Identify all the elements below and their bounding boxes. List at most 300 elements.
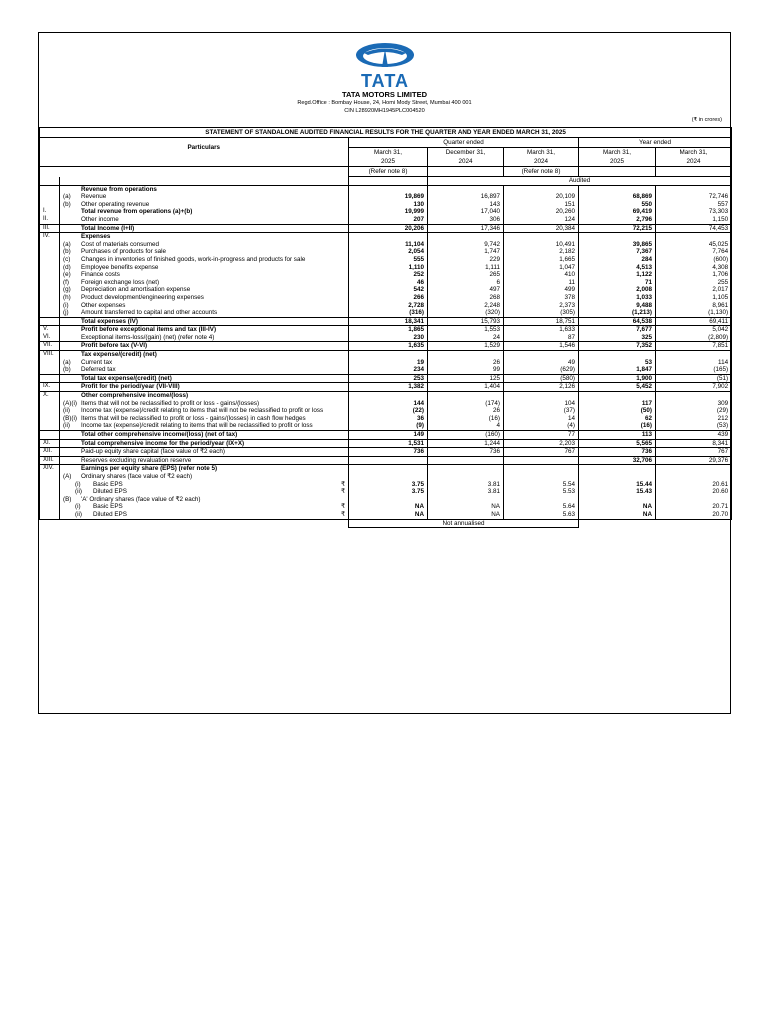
row-sub-label bbox=[63, 375, 81, 383]
value-cell: 124 bbox=[504, 216, 579, 224]
row-description: Revenue from operations bbox=[81, 185, 157, 193]
row-description: Employee benefits expense bbox=[81, 263, 159, 271]
row-particulars bbox=[60, 465, 349, 473]
value-cell: 5,452 bbox=[579, 383, 656, 392]
value-cell bbox=[656, 465, 732, 473]
value-cell: 5.64 bbox=[504, 503, 579, 511]
value-cell: 3.75 bbox=[349, 481, 428, 489]
row-particulars bbox=[60, 439, 349, 448]
table-row bbox=[40, 465, 732, 473]
value-cell bbox=[428, 392, 504, 400]
value-cell: 2,203 bbox=[504, 439, 579, 448]
table-row bbox=[40, 431, 732, 440]
value-cell: 7,352 bbox=[579, 342, 656, 351]
row-particulars bbox=[60, 392, 349, 400]
statement-title-row bbox=[40, 128, 732, 138]
value-cell: 20,384 bbox=[504, 224, 579, 233]
table-row bbox=[40, 326, 732, 334]
value-cell: 6 bbox=[428, 279, 504, 287]
value-cell: 5.53 bbox=[504, 488, 579, 496]
row-sub-label bbox=[63, 448, 81, 456]
value-cell: (9) bbox=[349, 422, 428, 430]
value-cell: 19,999 bbox=[349, 208, 428, 216]
row-index bbox=[40, 359, 60, 367]
row-sub-label: (d) bbox=[63, 263, 71, 271]
value-cell: 20.61 bbox=[656, 481, 732, 489]
value-cell: 9,742 bbox=[428, 241, 504, 249]
value-cell bbox=[504, 465, 579, 473]
value-cell bbox=[579, 233, 656, 241]
row-description: Foreign exchange loss (net) bbox=[81, 278, 160, 286]
row-index bbox=[40, 185, 60, 193]
row-sub-label bbox=[63, 351, 81, 359]
value-cell: 20.71 bbox=[656, 503, 732, 511]
value-cell: 151 bbox=[504, 201, 579, 209]
value-cell bbox=[349, 465, 428, 473]
value-cell bbox=[349, 473, 428, 481]
value-cell: 11 bbox=[504, 279, 579, 287]
value-cell: 767 bbox=[656, 448, 732, 457]
table-body bbox=[40, 177, 732, 520]
row-sub-label bbox=[63, 457, 81, 465]
row-description: Other operating revenue bbox=[81, 200, 150, 208]
value-cell: (1,130) bbox=[656, 309, 732, 317]
value-cell: 1,150 bbox=[656, 216, 732, 224]
row-index bbox=[40, 271, 60, 279]
row-index: IX. bbox=[40, 383, 60, 392]
table-row bbox=[40, 334, 732, 342]
currency-unit-note: (₹ in crores) bbox=[691, 117, 722, 123]
value-cell: 2,248 bbox=[428, 302, 504, 310]
audited-label: Audited bbox=[428, 177, 732, 186]
value-cell: 69,411 bbox=[656, 317, 732, 326]
table-row bbox=[40, 193, 732, 201]
row-description: Total tax expense/(credit) (net) bbox=[81, 374, 172, 382]
value-cell bbox=[428, 351, 504, 359]
row-sub-label: (e) bbox=[63, 271, 71, 279]
value-cell: (580) bbox=[504, 374, 579, 383]
row-index bbox=[40, 248, 60, 256]
refer-note-label: (Refer note 8) bbox=[349, 167, 428, 177]
row-sub-label: (A) bbox=[63, 472, 72, 480]
table-row bbox=[40, 294, 732, 302]
row-particulars bbox=[60, 400, 349, 408]
row-particulars bbox=[60, 294, 349, 302]
row-particulars bbox=[60, 366, 349, 374]
table-row bbox=[40, 208, 732, 216]
value-cell bbox=[579, 351, 656, 359]
value-cell: 74,453 bbox=[656, 224, 732, 233]
value-cell: 5,565 bbox=[579, 439, 656, 448]
row-sub-label: (i) bbox=[75, 480, 81, 488]
row-index: II. bbox=[40, 216, 60, 224]
row-sub-label: (B)(i) bbox=[63, 414, 77, 422]
value-cell: 72,215 bbox=[579, 224, 656, 233]
row-sub-label: (b) bbox=[63, 200, 71, 208]
value-cell: 7,764 bbox=[656, 248, 732, 256]
row-index: III. bbox=[40, 224, 60, 233]
value-cell: (305) bbox=[504, 309, 579, 317]
table-row bbox=[40, 488, 732, 496]
period-label: March 31, bbox=[504, 148, 579, 158]
value-cell: 736 bbox=[349, 448, 428, 457]
table-row bbox=[40, 481, 732, 489]
value-cell: 53 bbox=[579, 359, 656, 367]
row-sub-label bbox=[63, 186, 81, 194]
header-row-1 bbox=[40, 138, 732, 148]
row-index bbox=[40, 366, 60, 374]
row-particulars bbox=[60, 224, 349, 233]
value-cell: 268 bbox=[428, 294, 504, 302]
row-index bbox=[40, 264, 60, 272]
value-cell: 117 bbox=[579, 400, 656, 408]
value-cell: 555 bbox=[349, 256, 428, 264]
statement-title: STATEMENT OF STANDALONE AUDITED FINANCIAL RESULTS FOR THE QUARTER AND YEAR ENDED MARCH 31, 2025 bbox=[40, 128, 732, 138]
value-cell: (174) bbox=[428, 400, 504, 408]
value-cell: 2,182 bbox=[504, 248, 579, 256]
value-cell: 26 bbox=[428, 407, 504, 415]
row-description: Total Income (I+II) bbox=[81, 224, 135, 232]
row-particulars bbox=[60, 216, 349, 224]
not-annualised-note: Not annualised bbox=[349, 519, 579, 528]
row-particulars bbox=[60, 286, 349, 294]
row-description: Earnings per equity share (EPS) (refer note 5) bbox=[81, 465, 218, 473]
value-cell: 1,553 bbox=[428, 326, 504, 334]
value-cell: 557 bbox=[656, 201, 732, 209]
period-year: 2024 bbox=[656, 157, 732, 167]
table-row bbox=[40, 503, 732, 511]
row-index bbox=[40, 201, 60, 209]
value-cell: 284 bbox=[579, 256, 656, 264]
row-index bbox=[40, 496, 60, 504]
row-index: XI. bbox=[40, 439, 60, 448]
value-cell bbox=[656, 496, 732, 504]
row-description: Reserves excluding revaluation reserve bbox=[81, 456, 192, 464]
row-particulars bbox=[60, 193, 349, 201]
row-index bbox=[40, 309, 60, 317]
row-sub-label bbox=[63, 465, 81, 473]
value-cell bbox=[656, 351, 732, 359]
row-description: Total expenses (IV) bbox=[81, 317, 138, 325]
value-cell bbox=[349, 392, 428, 400]
row-sub-label bbox=[63, 383, 81, 391]
table-row bbox=[40, 309, 732, 317]
value-cell: 15.44 bbox=[579, 481, 656, 489]
value-cell: 20.60 bbox=[656, 488, 732, 496]
row-sub-label: (h) bbox=[63, 293, 71, 301]
row-sub-label: (i) bbox=[63, 301, 69, 309]
value-cell: 1,047 bbox=[504, 264, 579, 272]
value-cell: (50) bbox=[579, 407, 656, 415]
row-description: Diluted EPS bbox=[93, 510, 127, 518]
value-cell: 39,865 bbox=[579, 241, 656, 249]
value-cell bbox=[579, 465, 656, 473]
value-cell: 20,109 bbox=[504, 193, 579, 201]
period-year: 2025 bbox=[579, 157, 656, 167]
value-cell: 1,747 bbox=[428, 248, 504, 256]
row-particulars bbox=[60, 241, 349, 249]
value-cell: 3.75 bbox=[349, 488, 428, 496]
company-name: TATA MOTORS LIMITED bbox=[342, 90, 427, 99]
row-index: I. bbox=[40, 208, 60, 216]
value-cell: 5,042 bbox=[656, 326, 732, 334]
value-cell: 542 bbox=[349, 286, 428, 294]
row-particulars bbox=[60, 279, 349, 287]
row-particulars bbox=[60, 359, 349, 367]
value-cell: (53) bbox=[656, 422, 732, 430]
value-cell: 410 bbox=[504, 271, 579, 279]
row-sub-label: (ii) bbox=[75, 510, 82, 518]
value-cell: 7,367 bbox=[579, 248, 656, 256]
value-cell: 19 bbox=[349, 359, 428, 367]
value-cell: 1,404 bbox=[428, 383, 504, 392]
row-description: Profit before exceptional items and tax (III-IV) bbox=[81, 326, 217, 334]
rupee-symbol: ₹ bbox=[340, 503, 345, 511]
value-cell: 20,206 bbox=[349, 224, 428, 233]
value-cell: 497 bbox=[428, 286, 504, 294]
row-index bbox=[40, 317, 60, 326]
value-cell bbox=[428, 456, 504, 465]
value-cell: NA bbox=[349, 511, 428, 519]
table-row bbox=[40, 342, 732, 351]
row-sub-label: (a) bbox=[63, 358, 71, 366]
row-sub-label: (g) bbox=[63, 286, 71, 294]
row-description: Basic EPS bbox=[93, 503, 123, 511]
value-cell bbox=[656, 473, 732, 481]
row-description: Total revenue from operations (a)+(b) bbox=[81, 208, 193, 216]
row-description: Income tax (expense)/credit relating to items that will not be reclassified to profit or loss bbox=[81, 407, 324, 415]
table-row bbox=[40, 317, 732, 326]
value-cell: NA bbox=[579, 503, 656, 511]
table-row bbox=[40, 271, 732, 279]
year-ended-header: Year ended bbox=[579, 138, 732, 148]
row-description: Other income bbox=[81, 215, 119, 223]
row-particulars bbox=[60, 264, 349, 272]
row-particulars bbox=[60, 185, 349, 193]
row-particulars bbox=[60, 271, 349, 279]
value-cell: 1,706 bbox=[656, 271, 732, 279]
value-cell: 104 bbox=[504, 400, 579, 408]
row-sub-label bbox=[63, 326, 81, 334]
value-cell: 255 bbox=[656, 279, 732, 287]
value-cell: 4,308 bbox=[656, 264, 732, 272]
value-cell: 36 bbox=[349, 415, 428, 423]
table-row bbox=[40, 286, 732, 294]
value-cell: 68,869 bbox=[579, 193, 656, 201]
value-cell: 2,126 bbox=[504, 383, 579, 392]
row-index: XIV. bbox=[40, 465, 60, 473]
row-description: Income tax (expense)/credit relating to items that will be reclassified to profit or loss bbox=[81, 422, 313, 430]
row-sub-label bbox=[63, 431, 81, 439]
row-particulars bbox=[60, 481, 349, 489]
value-cell: 1,635 bbox=[349, 342, 428, 351]
value-cell bbox=[579, 496, 656, 504]
value-cell bbox=[579, 392, 656, 400]
value-cell: 1,529 bbox=[428, 342, 504, 351]
value-cell: 212 bbox=[656, 415, 732, 423]
audited-row bbox=[40, 177, 732, 186]
row-sub-label bbox=[63, 392, 81, 400]
value-cell: 4 bbox=[428, 422, 504, 430]
row-description: Other comprehensive income/(loss) bbox=[81, 392, 189, 400]
row-particulars bbox=[60, 317, 349, 326]
value-cell: 45,025 bbox=[656, 241, 732, 249]
value-cell: 11,104 bbox=[349, 241, 428, 249]
footer-note-row bbox=[40, 519, 732, 528]
row-index bbox=[40, 431, 60, 440]
row-particulars bbox=[60, 456, 349, 465]
value-cell: 29,376 bbox=[656, 456, 732, 465]
value-cell: 49 bbox=[504, 359, 579, 367]
value-cell bbox=[428, 185, 504, 193]
row-sub-label: (f) bbox=[63, 278, 69, 286]
row-particulars bbox=[60, 351, 349, 359]
row-description: Diluted EPS bbox=[93, 488, 127, 496]
value-cell: 15.43 bbox=[579, 488, 656, 496]
row-particulars bbox=[60, 309, 349, 317]
row-index bbox=[40, 415, 60, 423]
value-cell: 20.70 bbox=[656, 511, 732, 519]
value-cell bbox=[504, 456, 579, 465]
value-cell: 32,706 bbox=[579, 456, 656, 465]
row-description: Total comprehensive income for the period/year (IX+X) bbox=[81, 439, 245, 447]
row-particulars bbox=[60, 302, 349, 310]
row-sub-label bbox=[63, 225, 81, 233]
value-cell: 1,847 bbox=[579, 366, 656, 374]
value-cell: 1,633 bbox=[504, 326, 579, 334]
row-index bbox=[40, 374, 60, 383]
value-cell: (37) bbox=[504, 407, 579, 415]
value-cell: 767 bbox=[504, 448, 579, 457]
value-cell: (165) bbox=[656, 366, 732, 374]
letterhead bbox=[39, 43, 730, 115]
row-particulars bbox=[60, 415, 349, 423]
value-cell: (160) bbox=[428, 431, 504, 440]
row-sub-label: (B) bbox=[63, 495, 72, 503]
value-cell: 229 bbox=[428, 256, 504, 264]
table-row bbox=[40, 359, 732, 367]
value-cell: 253 bbox=[349, 374, 428, 383]
value-cell bbox=[428, 465, 504, 473]
value-cell bbox=[656, 392, 732, 400]
row-index bbox=[40, 473, 60, 481]
value-cell: 266 bbox=[349, 294, 428, 302]
value-cell bbox=[504, 185, 579, 193]
value-cell: (16) bbox=[579, 422, 656, 430]
row-description: Revenue bbox=[81, 193, 107, 201]
value-cell: 14 bbox=[504, 415, 579, 423]
value-cell: 69,419 bbox=[579, 208, 656, 216]
row-sub-label: (ii) bbox=[63, 407, 70, 415]
table-row bbox=[40, 233, 732, 241]
row-sub-label bbox=[63, 208, 81, 216]
row-index bbox=[40, 256, 60, 264]
value-cell: 20,260 bbox=[504, 208, 579, 216]
value-cell: 87 bbox=[504, 334, 579, 342]
header-row-4 bbox=[40, 167, 732, 177]
table-row bbox=[40, 448, 732, 457]
value-cell: 3.81 bbox=[428, 488, 504, 496]
row-particulars bbox=[60, 334, 349, 342]
row-particulars bbox=[60, 511, 349, 519]
row-index: VII. bbox=[40, 342, 60, 351]
row-sub-label: (c) bbox=[63, 255, 71, 263]
value-cell: 7,677 bbox=[579, 326, 656, 334]
rupee-symbol: ₹ bbox=[340, 488, 345, 496]
value-cell: 72,746 bbox=[656, 193, 732, 201]
header-row-3 bbox=[40, 157, 732, 167]
value-cell: 3.81 bbox=[428, 481, 504, 489]
value-cell: 5.54 bbox=[504, 481, 579, 489]
quarter-ended-header: Quarter ended bbox=[349, 138, 579, 148]
row-description: Finance costs bbox=[81, 271, 120, 279]
value-cell: 149 bbox=[349, 431, 428, 440]
row-index: VI. bbox=[40, 334, 60, 342]
value-cell: 71 bbox=[579, 279, 656, 287]
value-cell: 736 bbox=[428, 448, 504, 457]
tata-wordmark: TATA bbox=[360, 71, 409, 89]
value-cell: 130 bbox=[349, 201, 428, 209]
row-sub-label bbox=[63, 334, 81, 342]
row-particulars bbox=[60, 407, 349, 415]
value-cell bbox=[579, 473, 656, 481]
value-cell: 10,491 bbox=[504, 241, 579, 249]
row-index bbox=[40, 488, 60, 496]
row-description: Total other comprehensive income/(loss) (net of tax) bbox=[81, 431, 238, 438]
period-year: 2025 bbox=[349, 157, 428, 167]
value-cell: 252 bbox=[349, 271, 428, 279]
row-particulars bbox=[60, 208, 349, 216]
value-cell bbox=[656, 185, 732, 193]
row-index bbox=[40, 400, 60, 408]
particulars-header: Particulars bbox=[60, 138, 349, 158]
value-cell: (1,213) bbox=[579, 309, 656, 317]
value-cell bbox=[349, 185, 428, 193]
row-sub-label bbox=[63, 342, 81, 350]
value-cell: 1,900 bbox=[579, 374, 656, 383]
row-sub-label bbox=[63, 216, 81, 224]
table-row bbox=[40, 392, 732, 400]
row-description: 'A' Ordinary shares (face value of ₹2 each) bbox=[81, 495, 201, 503]
value-cell bbox=[349, 233, 428, 241]
row-description: Deferred tax bbox=[81, 366, 116, 374]
value-cell: 499 bbox=[504, 286, 579, 294]
table-row bbox=[40, 264, 732, 272]
value-cell: (600) bbox=[656, 256, 732, 264]
period-year: 2024 bbox=[428, 157, 504, 167]
value-cell bbox=[349, 351, 428, 359]
value-cell: 1,665 bbox=[504, 256, 579, 264]
value-cell: 265 bbox=[428, 271, 504, 279]
value-cell bbox=[428, 496, 504, 504]
table-row bbox=[40, 201, 732, 209]
row-description: Current tax bbox=[81, 358, 113, 366]
table-row bbox=[40, 185, 732, 193]
table-row bbox=[40, 473, 732, 481]
tata-logo-icon bbox=[340, 43, 430, 89]
value-cell: 439 bbox=[656, 431, 732, 440]
value-cell: 1,244 bbox=[428, 439, 504, 448]
value-cell: 736 bbox=[579, 448, 656, 457]
value-cell: 1,122 bbox=[579, 271, 656, 279]
value-cell: 550 bbox=[579, 201, 656, 209]
period-label: March 31, bbox=[349, 148, 428, 158]
table-row bbox=[40, 351, 732, 359]
row-index: IV. bbox=[40, 233, 60, 241]
table-row bbox=[40, 439, 732, 448]
value-cell: 2,728 bbox=[349, 302, 428, 310]
row-sub-label: (A)(i) bbox=[63, 399, 77, 407]
